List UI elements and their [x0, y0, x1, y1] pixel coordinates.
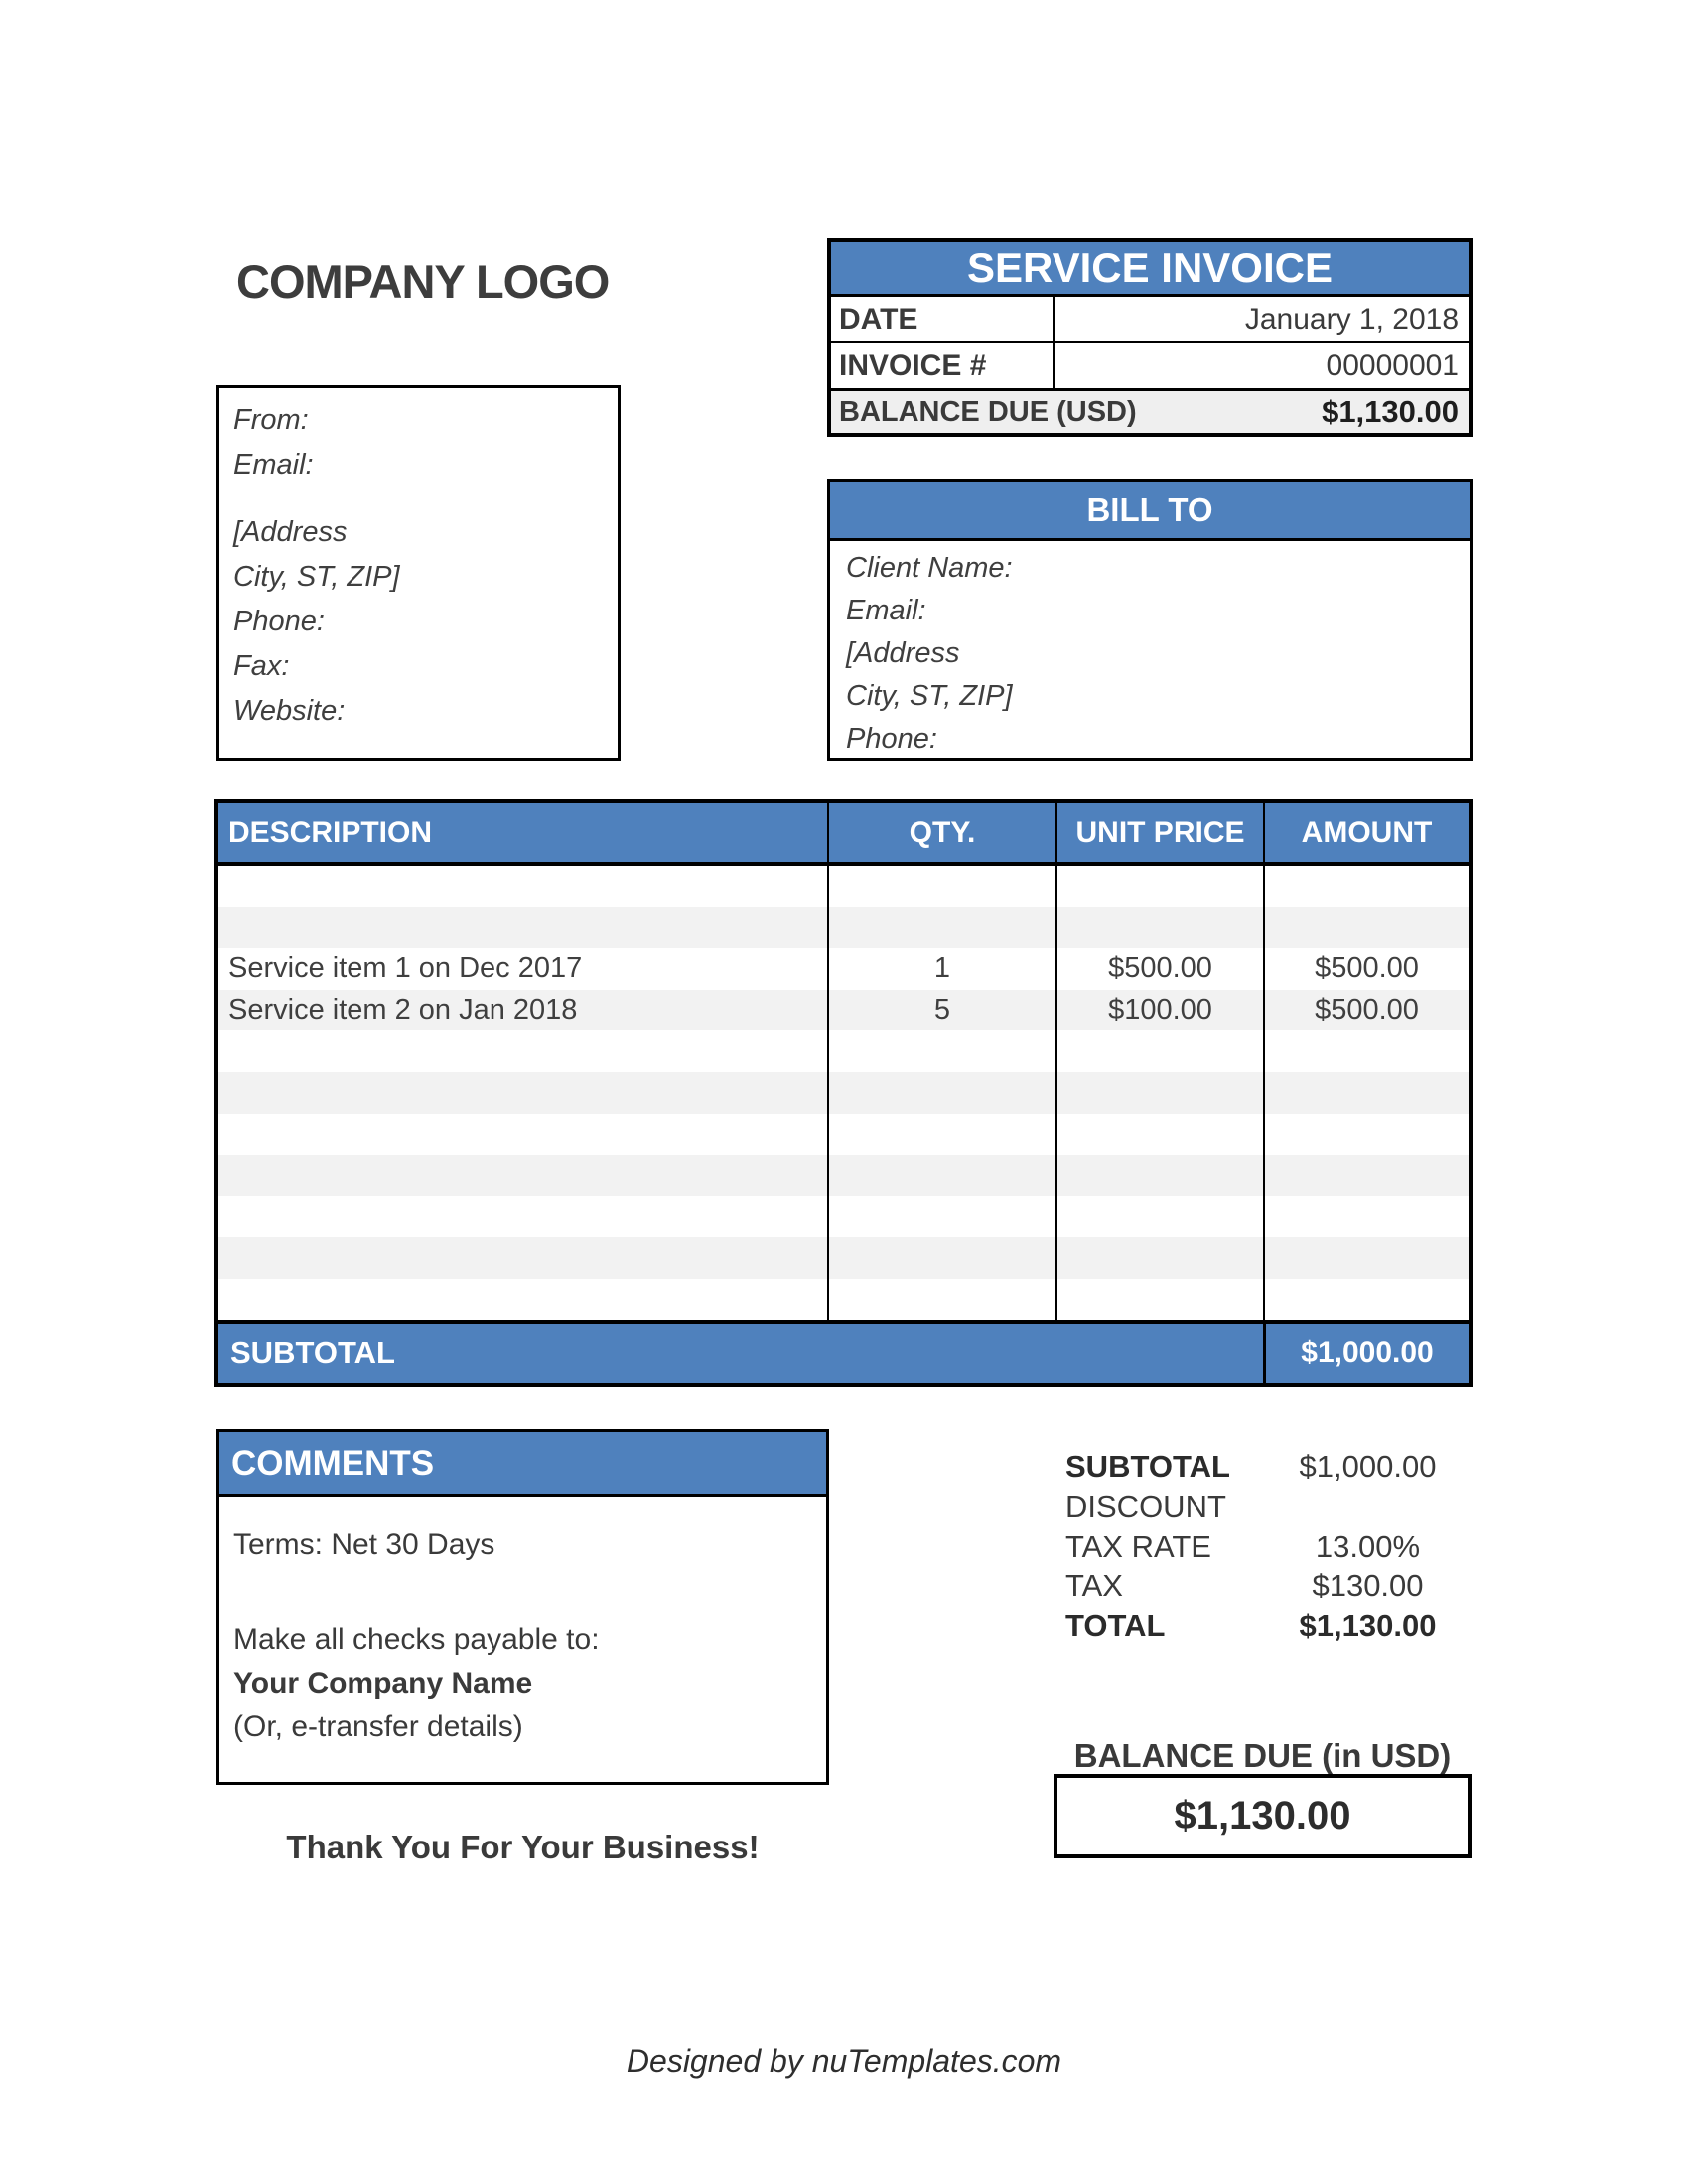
cell-description: [218, 1237, 827, 1279]
cell-description: [218, 1155, 827, 1196]
cell-qty: 5: [827, 990, 1055, 1031]
cell-description: [218, 866, 827, 907]
summary-row: [1065, 1527, 1473, 1567]
table-row-empty: [218, 1155, 1469, 1196]
balance-due-value: $1,130.00: [1322, 394, 1459, 429]
items-table-body: [218, 866, 1469, 1320]
field-placeholder-line: From:: [233, 404, 309, 436]
company-logo: COMPANY LOGO: [236, 255, 610, 308]
items-table: [214, 799, 1473, 1387]
field-placeholder-line: Website:: [233, 695, 346, 727]
invoice-number-row: [831, 343, 1469, 391]
field-placeholder-line: City, ST, ZIP]: [846, 680, 1013, 712]
subtotal-value: $1,000.00: [1263, 1324, 1469, 1383]
cell-qty: [827, 1030, 1055, 1072]
cell-qty: [827, 1237, 1055, 1279]
invoice-title: SERVICE INVOICE: [831, 242, 1469, 297]
invoice-number-value: 00000001: [1326, 348, 1459, 382]
cell-amount: [1263, 1196, 1469, 1238]
cell-unit-price: [1055, 907, 1263, 949]
field-placeholder-line: Email:: [846, 595, 926, 626]
designer-credit: Designed by nuTemplates.com: [626, 2043, 1062, 2079]
cell-amount: [1263, 1237, 1469, 1279]
balance-due-label: BALANCE DUE (USD): [839, 395, 1137, 428]
date-label: DATE: [831, 297, 1055, 341]
cell-description: [218, 1196, 827, 1238]
cell-unit-price: $500.00: [1055, 948, 1263, 990]
comments-body: [219, 1497, 826, 1749]
cell-amount: [1263, 1030, 1469, 1072]
table-row-empty: [218, 1114, 1469, 1156]
subtotal-label: SUBTOTAL: [230, 1335, 395, 1371]
cell-description: [218, 1279, 827, 1320]
summary-label: SUBTOTAL: [1065, 1449, 1230, 1484]
field-placeholder-line: [Address: [233, 516, 348, 548]
cell-amount: [1263, 866, 1469, 907]
table-row-empty: [218, 1279, 1469, 1320]
table-row: [218, 948, 1469, 990]
cell-description: [218, 1072, 827, 1114]
summary-value: $130.00: [1312, 1569, 1424, 1603]
cell-unit-price: [1055, 866, 1263, 907]
cell-qty: [827, 1279, 1055, 1320]
cell-unit-price: [1055, 1237, 1263, 1279]
summary-label: DISCOUNT: [1065, 1489, 1226, 1524]
invoice-header-box: [827, 238, 1473, 437]
summary-row: [1065, 1487, 1473, 1527]
cell-description: [218, 1030, 827, 1072]
cell-unit-price: [1055, 1196, 1263, 1238]
cell-unit-price: [1055, 1279, 1263, 1320]
field-placeholder-line: Client Name:: [846, 552, 1013, 584]
comments-title: COMMENTS: [219, 1432, 826, 1497]
header-qty: QTY.: [827, 803, 1055, 862]
payable-intro-line: Make all checks payable to:: [233, 1623, 600, 1656]
comments-box: [216, 1429, 829, 1785]
header-unit-price: UNIT PRICE: [1055, 803, 1263, 862]
terms-line: Terms: Net 30 Days: [233, 1528, 495, 1561]
cell-unit-price: [1055, 1072, 1263, 1114]
cell-amount: [1263, 1114, 1469, 1156]
payable-company-name: Your Company Name: [233, 1667, 533, 1700]
cell-unit-price: [1055, 1155, 1263, 1196]
field-placeholder-line: City, ST, ZIP]: [233, 561, 400, 593]
subtotal-row: [218, 1320, 1469, 1383]
header-description: DESCRIPTION: [228, 815, 433, 849]
balance-due-usd-box: [1054, 1774, 1472, 1858]
cell-qty: 1: [827, 948, 1055, 990]
bill-to-title: BILL TO: [830, 482, 1470, 541]
cell-unit-price: [1055, 1030, 1263, 1072]
cell-amount: $500.00: [1263, 948, 1469, 990]
summary-value: $1,130.00: [1299, 1608, 1437, 1643]
field-placeholder-line: Fax:: [233, 650, 290, 682]
cell-amount: $500.00: [1263, 990, 1469, 1031]
cell-description: Service item 2 on Jan 2018: [228, 994, 578, 1026]
cell-description: [218, 907, 827, 949]
field-placeholder-line: [Address: [846, 637, 960, 669]
cell-amount: [1263, 907, 1469, 949]
cell-qty: [827, 1196, 1055, 1238]
summary-label: TAX: [1065, 1569, 1123, 1603]
table-row: [218, 990, 1469, 1031]
field-placeholder-line: Email:: [233, 449, 314, 480]
invoice-date-row: [831, 297, 1469, 343]
summary-value: 13.00%: [1315, 1529, 1421, 1564]
field-placeholder-line: Phone:: [233, 606, 325, 637]
balance-due-usd-value: $1,130.00: [1174, 1794, 1351, 1838]
cell-unit-price: $100.00: [1055, 990, 1263, 1031]
cell-amount: [1263, 1279, 1469, 1320]
cell-qty: [827, 907, 1055, 949]
cell-unit-price: [1055, 1114, 1263, 1156]
header-amount: AMOUNT: [1263, 803, 1469, 862]
cell-amount: [1263, 1072, 1469, 1114]
totals-summary: [1065, 1447, 1473, 1646]
thank-you-message: Thank You For Your Business!: [286, 1829, 760, 1865]
cell-description: Service item 1 on Dec 2017: [228, 952, 583, 985]
balance-due-row: [831, 391, 1469, 433]
table-row-empty: [218, 1196, 1469, 1238]
payable-alt-line: (Or, e-transfer details): [233, 1710, 523, 1743]
table-row-empty: [218, 1072, 1469, 1114]
summary-row: [1065, 1567, 1473, 1606]
table-row-empty: [218, 1237, 1469, 1279]
items-table-header: [218, 803, 1469, 866]
cell-qty: [827, 1155, 1055, 1196]
table-row-empty: [218, 866, 1469, 907]
blank-line: [233, 487, 604, 510]
field-placeholder-line: Phone:: [846, 723, 937, 754]
bill-to-box: [827, 479, 1473, 761]
summary-value: $1,000.00: [1299, 1449, 1437, 1484]
summary-label: TAX RATE: [1065, 1529, 1211, 1564]
summary-label: TOTAL: [1065, 1608, 1166, 1643]
table-row-empty: [218, 907, 1469, 949]
cell-qty: [827, 1114, 1055, 1156]
from-box: [216, 385, 621, 761]
date-value: January 1, 2018: [1244, 302, 1459, 336]
summary-row: [1065, 1447, 1473, 1487]
cell-qty: [827, 866, 1055, 907]
bill-to-body: [830, 541, 1470, 766]
summary-row: [1065, 1606, 1473, 1646]
cell-qty: [827, 1072, 1055, 1114]
balance-due-usd-label: BALANCE DUE (in USD): [1073, 1737, 1452, 1774]
invoice-number-label: INVOICE #: [831, 343, 1055, 388]
table-row-empty: [218, 1030, 1469, 1072]
cell-amount: [1263, 1155, 1469, 1196]
cell-description: [218, 1114, 827, 1156]
